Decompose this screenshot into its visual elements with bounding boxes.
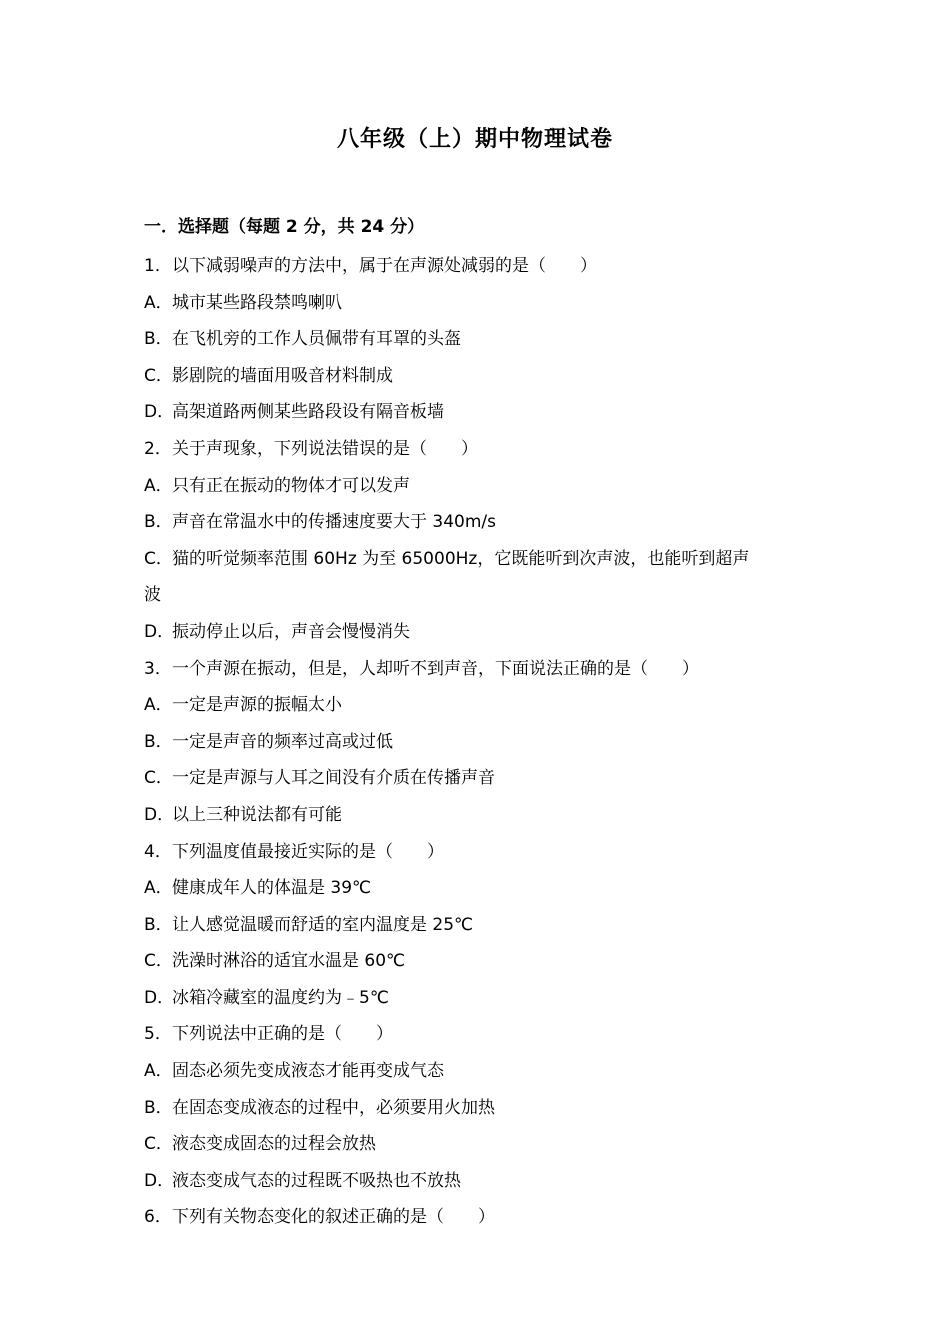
question-stem — [144, 834, 814, 871]
option-text: 一定是声音的频率过高或过低 — [172, 731, 393, 752]
question-list — [144, 248, 814, 1236]
option-label: C． — [144, 548, 173, 569]
page-title: 八年级（上）期中物理试卷 — [336, 127, 613, 152]
option-label: C． — [144, 365, 173, 386]
answer-option — [144, 1090, 814, 1127]
answer-option — [144, 760, 814, 797]
question-stem — [144, 1016, 814, 1053]
option-label: B． — [144, 1097, 173, 1118]
answer-option — [144, 394, 814, 431]
answer-option — [144, 504, 814, 541]
question-number: 4． — [144, 841, 172, 862]
answer-option — [144, 541, 814, 578]
option-label: C． — [144, 951, 173, 972]
option-text: 振动停止以后，声音会慢慢消失 — [172, 621, 410, 642]
answer-option — [144, 797, 814, 834]
option-text: 以上三种说法都有可能 — [172, 804, 342, 825]
question-number: 6． — [144, 1207, 172, 1228]
option-label: A． — [144, 475, 173, 496]
question-text: 下列温度值最接近实际的是（ ） — [172, 841, 444, 862]
answer-option — [144, 907, 814, 944]
question-number: 2． — [144, 438, 172, 459]
question-number: 3． — [144, 658, 172, 679]
option-label: C． — [144, 1134, 173, 1155]
question-number: 5． — [144, 1024, 172, 1045]
option-text: 只有正在振动的物体才可以发声 — [172, 475, 410, 496]
answer-option — [144, 943, 814, 980]
option-label: D． — [144, 987, 175, 1008]
option-label: D． — [144, 1170, 175, 1191]
option-label: D． — [144, 621, 175, 642]
option-text: 固态必须先变成液态才能再变成气态 — [172, 1061, 444, 1082]
option-text: 高架道路两侧某些路段设有隔音板墙 — [172, 402, 444, 423]
option-text: 一定是声源的振幅太小 — [172, 695, 342, 716]
option-text: 影剧院的墙面用吸音材料制成 — [172, 365, 393, 386]
option-text: 城市某些路段禁鸣喇叭 — [172, 292, 342, 313]
question-stem — [144, 248, 814, 285]
question-text: 一个声源在振动，但是，人却听不到声音，下面说法正确的是（ ） — [172, 658, 699, 679]
answer-option-continuation — [144, 577, 814, 614]
option-text: 冰箱冷藏室的温度约为﹣5℃ — [172, 987, 389, 1008]
question-text: 关于声现象，下列说法错误的是（ ） — [172, 438, 478, 459]
option-text: 液态变成气态的过程既不吸热也不放热 — [172, 1170, 461, 1191]
option-label: B． — [144, 914, 173, 935]
question-text: 下列有关物态变化的叙述正确的是（ ） — [172, 1207, 495, 1228]
option-label: A． — [144, 695, 173, 716]
answer-option — [144, 321, 814, 358]
answer-option — [144, 724, 814, 761]
option-label: B． — [144, 329, 173, 350]
answer-option — [144, 687, 814, 724]
option-text: 让人感觉温暖而舒适的室内温度是 25℃ — [172, 914, 474, 935]
answer-option — [144, 358, 814, 395]
option-text: 洗澡时淋浴的适宜水温是 60℃ — [172, 951, 406, 972]
option-text: 在固态变成液态的过程中，必须要用火加热 — [172, 1097, 495, 1118]
option-text: 健康成年人的体温是 39℃ — [172, 878, 372, 899]
option-label: B． — [144, 512, 173, 533]
option-text: 猫的听觉频率范围 60Hz 为至 65000Hz，它既能听到次声波，也能听到超声 — [172, 548, 750, 569]
option-label: D． — [144, 402, 175, 423]
option-label: A． — [144, 292, 173, 313]
section-heading: 一．选择题（每题 2 分，共 24 分） — [144, 217, 425, 237]
question-stem — [144, 431, 814, 468]
option-label: D． — [144, 804, 175, 825]
question-stem — [144, 651, 814, 688]
question-number: 1． — [144, 256, 172, 276]
answer-option — [144, 1053, 814, 1090]
question-text: 下列说法中正确的是（ ） — [172, 1024, 393, 1045]
answer-option — [144, 1163, 814, 1200]
answer-option — [144, 870, 814, 907]
answer-option — [144, 468, 814, 505]
question-text: 以下减弱噪声的方法中，属于在声源处减弱的是（ ） — [172, 256, 597, 276]
option-label: A． — [144, 1061, 173, 1082]
option-label: A． — [144, 878, 173, 899]
option-text: 声音在常温水中的传播速度要大于 340m/s — [172, 512, 496, 533]
option-text: 液态变成固态的过程会放热 — [172, 1134, 376, 1155]
question-stem — [144, 1199, 814, 1236]
answer-option — [144, 285, 814, 322]
answer-option — [144, 980, 814, 1017]
option-label: C． — [144, 768, 173, 789]
option-label: B． — [144, 731, 173, 752]
option-text: 一定是声源与人耳之间没有介质在传播声音 — [172, 768, 495, 789]
option-text-continued: 波 — [144, 585, 161, 606]
answer-option — [144, 1126, 814, 1163]
option-text: 在飞机旁的工作人员佩带有耳罩的头盔 — [172, 329, 461, 350]
answer-option — [144, 614, 814, 651]
